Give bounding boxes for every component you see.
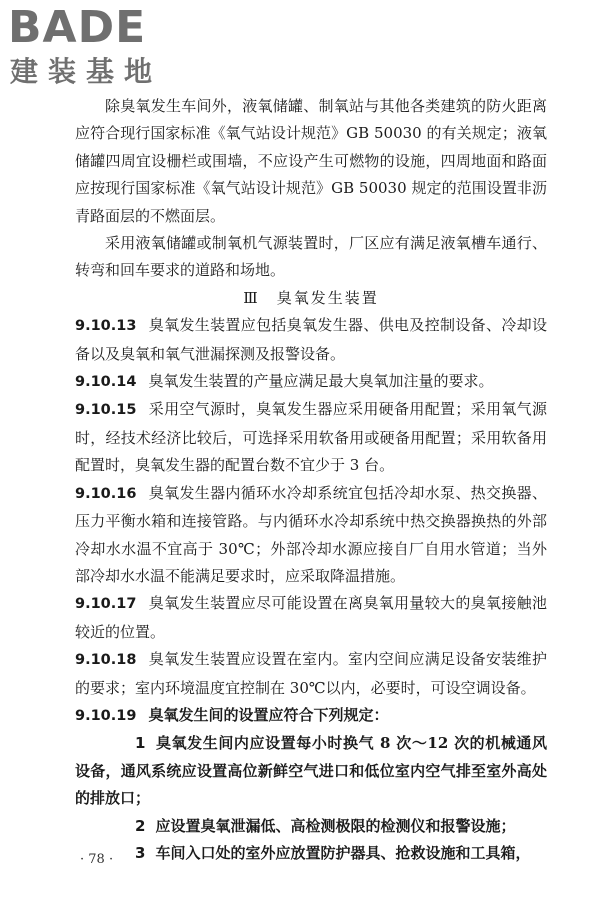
item-text: 臭氧发生间内应设置每小时换气 8 次～12 次的机械通风设备，通风系统应设置高位新鲜空气进口和低位室内空气排至室外高处的排放口； (75, 734, 547, 808)
clause-text: 臭氧发生器内循环水冷却系统宜包括冷却水泵、热交换器、压力平衡水箱和连接管路。与内循环水冷却系统中热交换器换热的外部冷却水水温不宜高于 30℃；外部冷却水源应接自厂自用水管道；当外部冷却水水温不能满足要求时，应采取降温措施。 (75, 483, 547, 585)
clause-number: 9.10.18 (75, 652, 137, 669)
clause-9-10-13 (75, 312, 547, 368)
clause-number: 9.10.17 (75, 596, 137, 613)
item-text: 应设置臭氧泄漏低、高检测极限的检测仪和报警设施； (155, 816, 516, 835)
clause-text: 臭氧发生间的设置应符合下列规定： (148, 705, 389, 724)
item-number: 3 (135, 843, 146, 862)
logo-chinese-text: 建装基地 (10, 55, 163, 88)
document-body (75, 93, 547, 867)
list-item-2 (75, 813, 547, 840)
item-number: 2 (135, 816, 146, 835)
clause-9-10-18 (75, 646, 547, 702)
clause-number: 9.10.15 (75, 402, 137, 419)
list-item-3 (75, 840, 547, 867)
item-text: 车间入口处的室外应放置防护器具、抢救设施和工具箱， (155, 843, 531, 862)
clause-text: 臭氧发生装置应尽可能设置在离臭氧用量较大的臭氧接触池较近的位置。 (75, 594, 547, 641)
clause-9-10-16 (75, 480, 547, 591)
clause-9-10-19 (75, 702, 547, 730)
list-item-1 (75, 730, 547, 812)
clause-9-10-15 (75, 396, 547, 479)
clause-9-10-17 (75, 590, 547, 646)
clause-text: 臭氧发生装置的产量应满足最大臭氧加注量的要求。 (148, 372, 494, 391)
clause-number: 9.10.16 (75, 485, 137, 502)
clause-number: 9.10.14 (75, 374, 137, 391)
clause-number: 9.10.19 (75, 707, 137, 724)
clause-text: 臭氧发生装置应包括臭氧发生器、供电及控制设备、冷却设备以及臭氧和氧气泄漏探测及报警设备。 (75, 316, 547, 363)
clause-number: 9.10.13 (75, 318, 137, 335)
logo-latin-text: BADE (8, 2, 147, 53)
bade-logo (8, 4, 178, 92)
clause-text: 采用空气源时，臭氧发生器应采用硬备用配置；采用氧气源时，经技术经济比较后，可选择采用软备用或硬备用配置；采用软备用配置时，臭氧发生器的配置台数不宜少于 3 台。 (75, 400, 547, 475)
paragraph-tanker-road: 采用液氧储罐或制氧机气源装置时，厂区应有满足液氧槽车通行、转弯和回车要求的道路和场地。 (75, 234, 547, 280)
paragraph-fire-distance: 除臭氧发生车间外，液氧储罐、制氧站与其他各类建筑的防火距离应符合现行国家标准《氧气站设计规范》GB 50030 的有关规定；液氧储罐四周宜设栅栏或围墙，不应设产生可燃物的设施，四周地面和路面应按现行国家标准《氧气站设计规范》GB 50030 规定的范围设置非沥青路面层的不燃面层。 (75, 97, 547, 225)
clause-text: 臭氧发生装置应设置在室内。室内空间应满足设备安装维护的要求；室内环境温度宜控制在 30℃以内，必要时，可设空调设备。 (75, 650, 547, 697)
page-number: · 78 · (80, 852, 114, 867)
section-heading: Ⅲ 臭氧发生装置 (243, 288, 379, 307)
item-number: 1 (135, 734, 146, 753)
clause-9-10-14 (75, 368, 547, 396)
